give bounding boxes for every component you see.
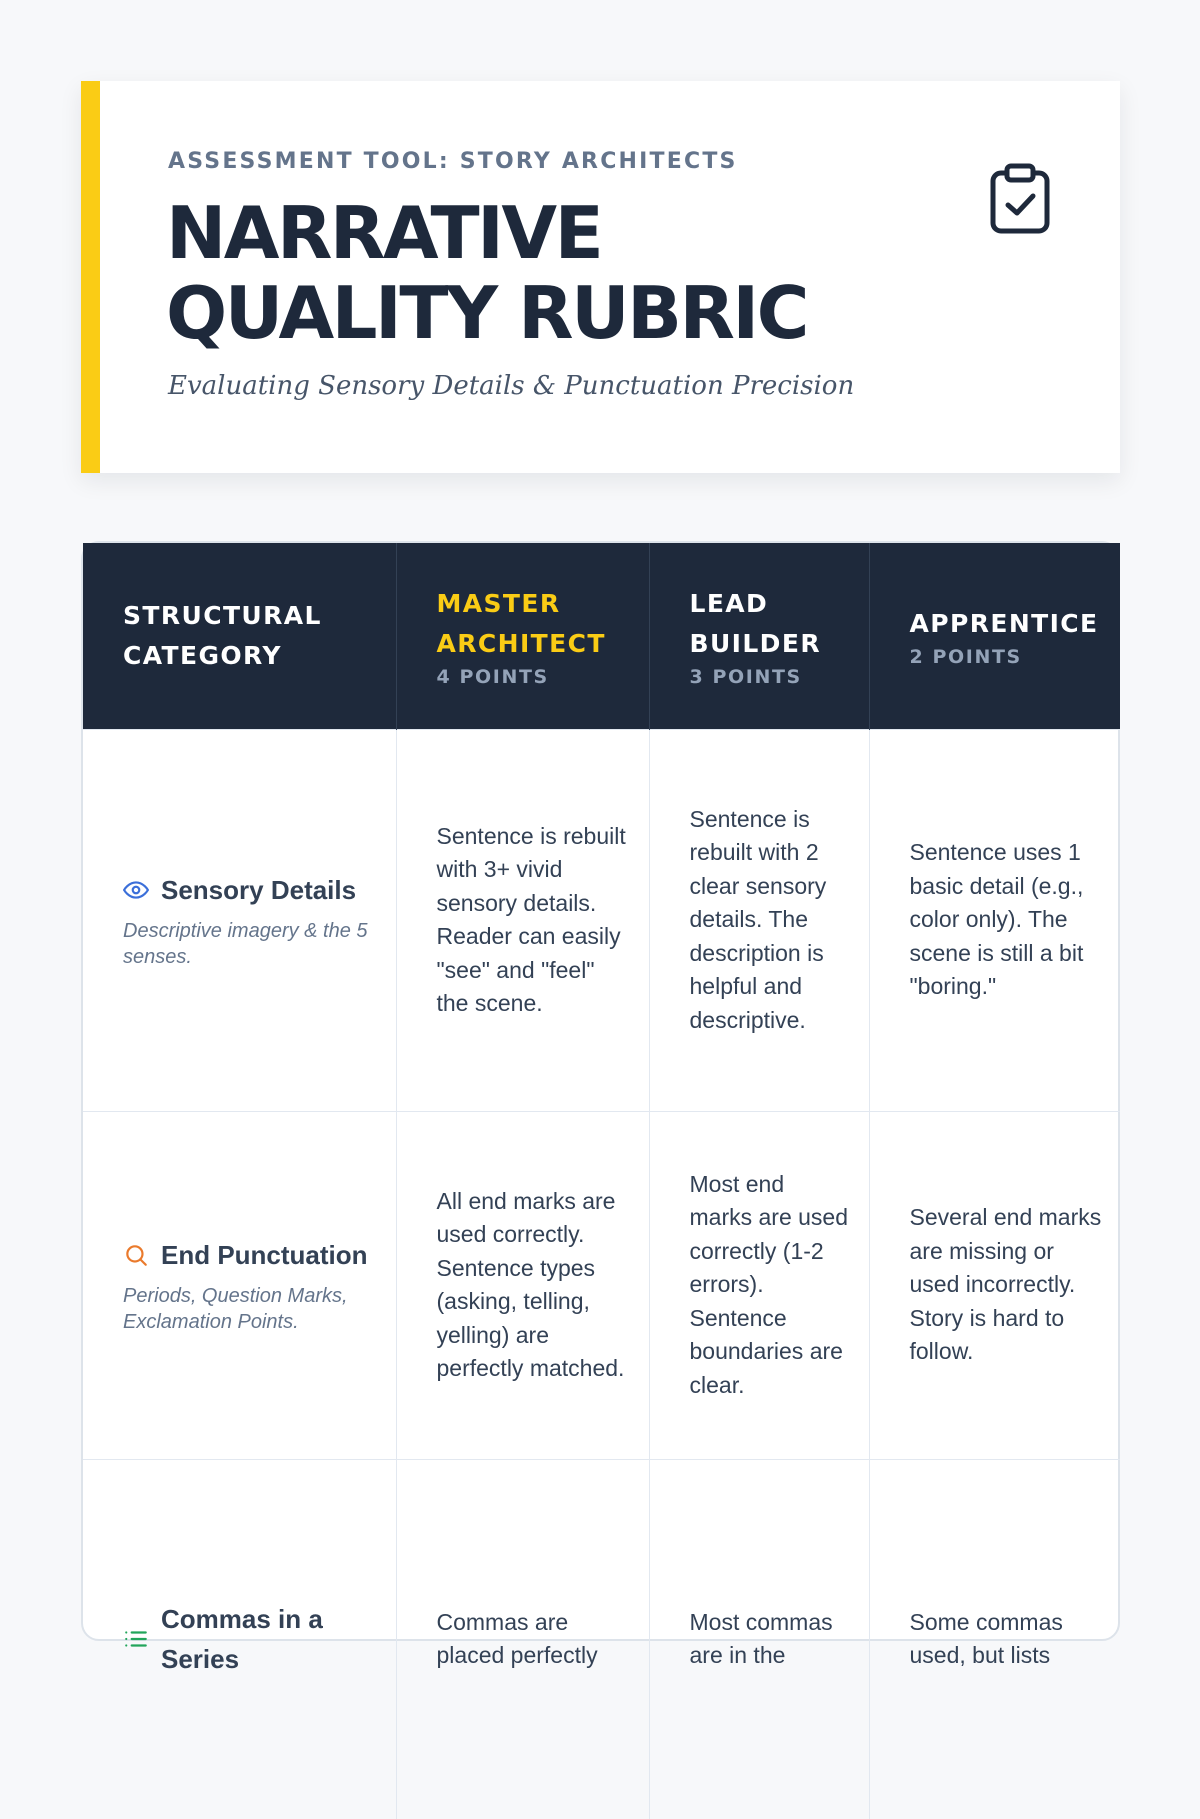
page-title: NARRATIVE QUALITY RUBRIC: [166, 191, 808, 355]
category-cell: [83, 1459, 396, 1819]
column-header-lead: [649, 543, 869, 729]
column-points: 2 POINTS: [909, 645, 1022, 668]
rubric-cell: [396, 1111, 649, 1459]
rubric-cell: [649, 729, 869, 1111]
rubric-header-row: [83, 543, 1120, 729]
header-card: [81, 81, 1120, 473]
cell-text: Some commas used, but lists: [909, 1608, 1063, 1669]
rubric-cell: [396, 729, 649, 1111]
column-title: STRUCTURAL CATEGORY: [123, 600, 322, 670]
column-points: 4 POINTS: [436, 665, 549, 688]
cell-text: Sentence is rebuilt with 2 clear sensory details. The description is helpful and descriptive.: [689, 805, 827, 1033]
column-title: MASTER ARCHITECT: [436, 588, 606, 658]
column-title: LEAD BUILDER: [689, 588, 821, 658]
eyebrow: ASSESSMENT TOOL: STORY ARCHITECTS: [168, 149, 738, 174]
header-accent-bar: [81, 81, 100, 473]
category-name: End Punctuation: [161, 1239, 368, 1270]
rubric-table: [81, 541, 1120, 1675]
table-row: [83, 729, 1120, 1111]
category-description: Periods, Question Marks, Exclamation Points.: [123, 1284, 348, 1333]
category-name: Sensory Details: [161, 874, 357, 905]
column-header-category: [83, 543, 396, 729]
table-row: [83, 1111, 1120, 1459]
eye-icon: [123, 877, 149, 903]
cell-text: All end marks are used correctly. Sentence types (asking, telling, yelling) are perfectly matched.: [436, 1187, 625, 1381]
category-cell: [83, 1111, 396, 1459]
cell-text: Several end marks are missing or used incorrectly. Story is hard to follow.: [909, 1204, 1102, 1365]
search-icon: [123, 1242, 149, 1268]
category-name: Commas in a Series: [161, 1604, 323, 1675]
category-description: Descriptive imagery & the 5 senses.: [123, 919, 368, 968]
column-title: APPRENTICE: [909, 608, 1099, 638]
clipboard-check-icon: [989, 163, 1051, 235]
page-subtitle: Evaluating Sensory Details & Punctuation Precision: [168, 371, 855, 401]
column-header-apprentice: [869, 543, 1120, 729]
cell-text: Most commas are in the: [689, 1608, 833, 1669]
column-points: 3 POINTS: [689, 665, 802, 688]
rubric-cell: [869, 729, 1120, 1111]
column-header-master: [396, 543, 649, 729]
list-icon: [123, 1626, 149, 1652]
cell-text: Sentence is rebuilt with 3+ vivid sensory details. Reader can easily "see" and "feel" the scene.: [436, 822, 626, 1016]
category-cell: [83, 729, 396, 1111]
rubric-cell: [396, 1459, 649, 1819]
rubric-cell: [649, 1459, 869, 1819]
rubric-cell: [869, 1111, 1120, 1459]
rubric-cell: [649, 1111, 869, 1459]
cell-text: Most end marks are used correctly (1-2 errors). Sentence boundaries are clear.: [689, 1170, 849, 1398]
cell-text: Sentence uses 1 basic detail (e.g., color only). The scene is still a bit "boring.": [909, 839, 1084, 1000]
cell-text: Commas are placed perfectly: [436, 1608, 598, 1669]
table-row: [83, 1459, 1120, 1819]
rubric-cell: [869, 1459, 1120, 1819]
